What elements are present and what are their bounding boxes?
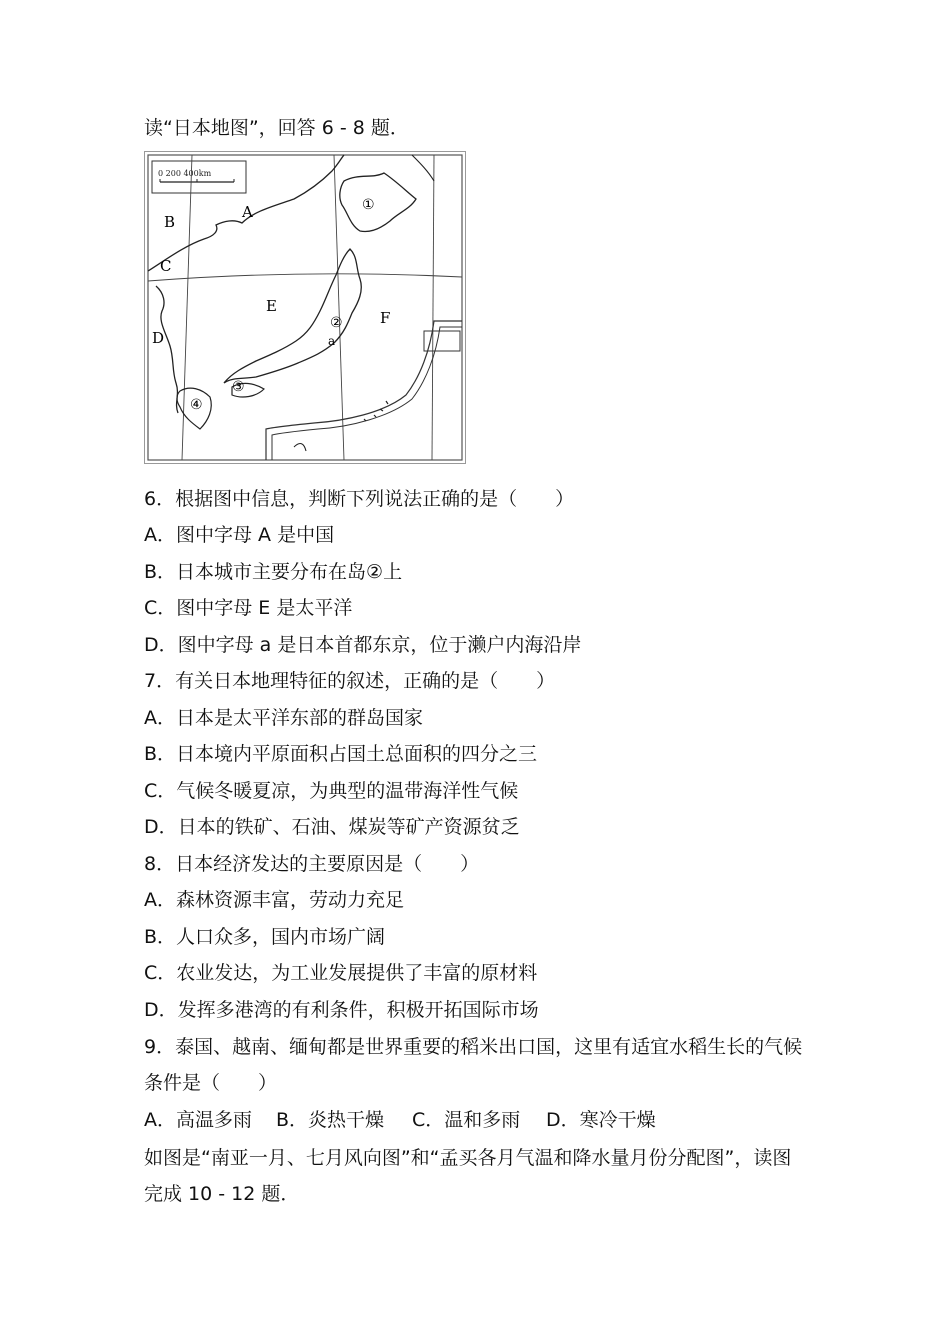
q6-option-d: D．图中字母 a 是日本首都东京，位于濑户内海沿岸 [144, 634, 582, 656]
q9-option-c: C．温和多雨 [412, 1109, 521, 1131]
map-label-c: C [160, 257, 172, 275]
q8-option-c: C．农业发达，为工业发展提供了丰富的原材料 [144, 962, 538, 984]
map-label-b: B [164, 213, 176, 231]
q6-option-c: C．图中字母 E 是太平洋 [144, 597, 353, 619]
outro-line-1: 如图是“南亚一月、七月风向图”和“孟买各月气温和降水量月份分配图”，读图 [144, 1147, 792, 1169]
q9-options [144, 1107, 656, 1133]
q8-option-b: B．人口众多，国内市场广阔 [144, 926, 386, 948]
q6-option-a: A．图中字母 A 是中国 [144, 524, 335, 546]
map-scale: 0 200 400km [158, 169, 212, 178]
map-label-a-upper: A [242, 203, 253, 221]
island-4: ④ [190, 397, 203, 413]
q7-option-a: A．日本是太平洋东部的群岛国家 [144, 707, 423, 729]
q9-stem: 9．泰国、越南、缅甸都是世界重要的稻米出口国，这里有适宜水稻生长的气候 [144, 1036, 803, 1058]
q6-stem: 6．根据图中信息，判断下列说法正确的是（ ） [144, 488, 575, 510]
q7-option-d: D．日本的铁矿、石油、煤炭等矿产资源贫乏 [144, 816, 520, 838]
island-1: ① [362, 197, 375, 213]
map-label-f: F [380, 309, 391, 327]
q9-option-b: B．炎热干燥 [276, 1109, 385, 1131]
map-label-a-lower: a [328, 334, 336, 348]
q9-stem-cont: 条件是（ ） [144, 1072, 278, 1094]
japan-map [144, 151, 466, 464]
q7-option-b: B．日本境内平原面积占国土总面积的四分之三 [144, 743, 538, 765]
island-3: ③ [232, 379, 245, 395]
map-label-d: D [152, 329, 165, 347]
q7-stem: 7．有关日本地理特征的叙述，正确的是（ ） [144, 670, 556, 692]
intro-text: 读“日本地图”，回答 6 - 8 题． [144, 117, 409, 139]
island-2: ② [330, 315, 343, 331]
q9-option-a: A．高温多雨 [144, 1109, 252, 1131]
q6-option-b: B．日本城市主要分布在岛②上 [144, 561, 403, 583]
q7-option-c: C．气候冬暖夏凉，为典型的温带海洋性气候 [144, 780, 519, 802]
q9-option-d: D．寒冷干燥 [546, 1109, 656, 1131]
q8-stem: 8．日本经济发达的主要原因是（ ） [144, 853, 480, 875]
map-label-e: E [266, 297, 277, 315]
q8-option-d: D．发挥多港湾的有利条件，积极开拓国际市场 [144, 999, 539, 1021]
outro-line-2: 完成 10 - 12 题． [144, 1183, 300, 1205]
q8-option-a: A．森林资源丰富，劳动力充足 [144, 889, 404, 911]
